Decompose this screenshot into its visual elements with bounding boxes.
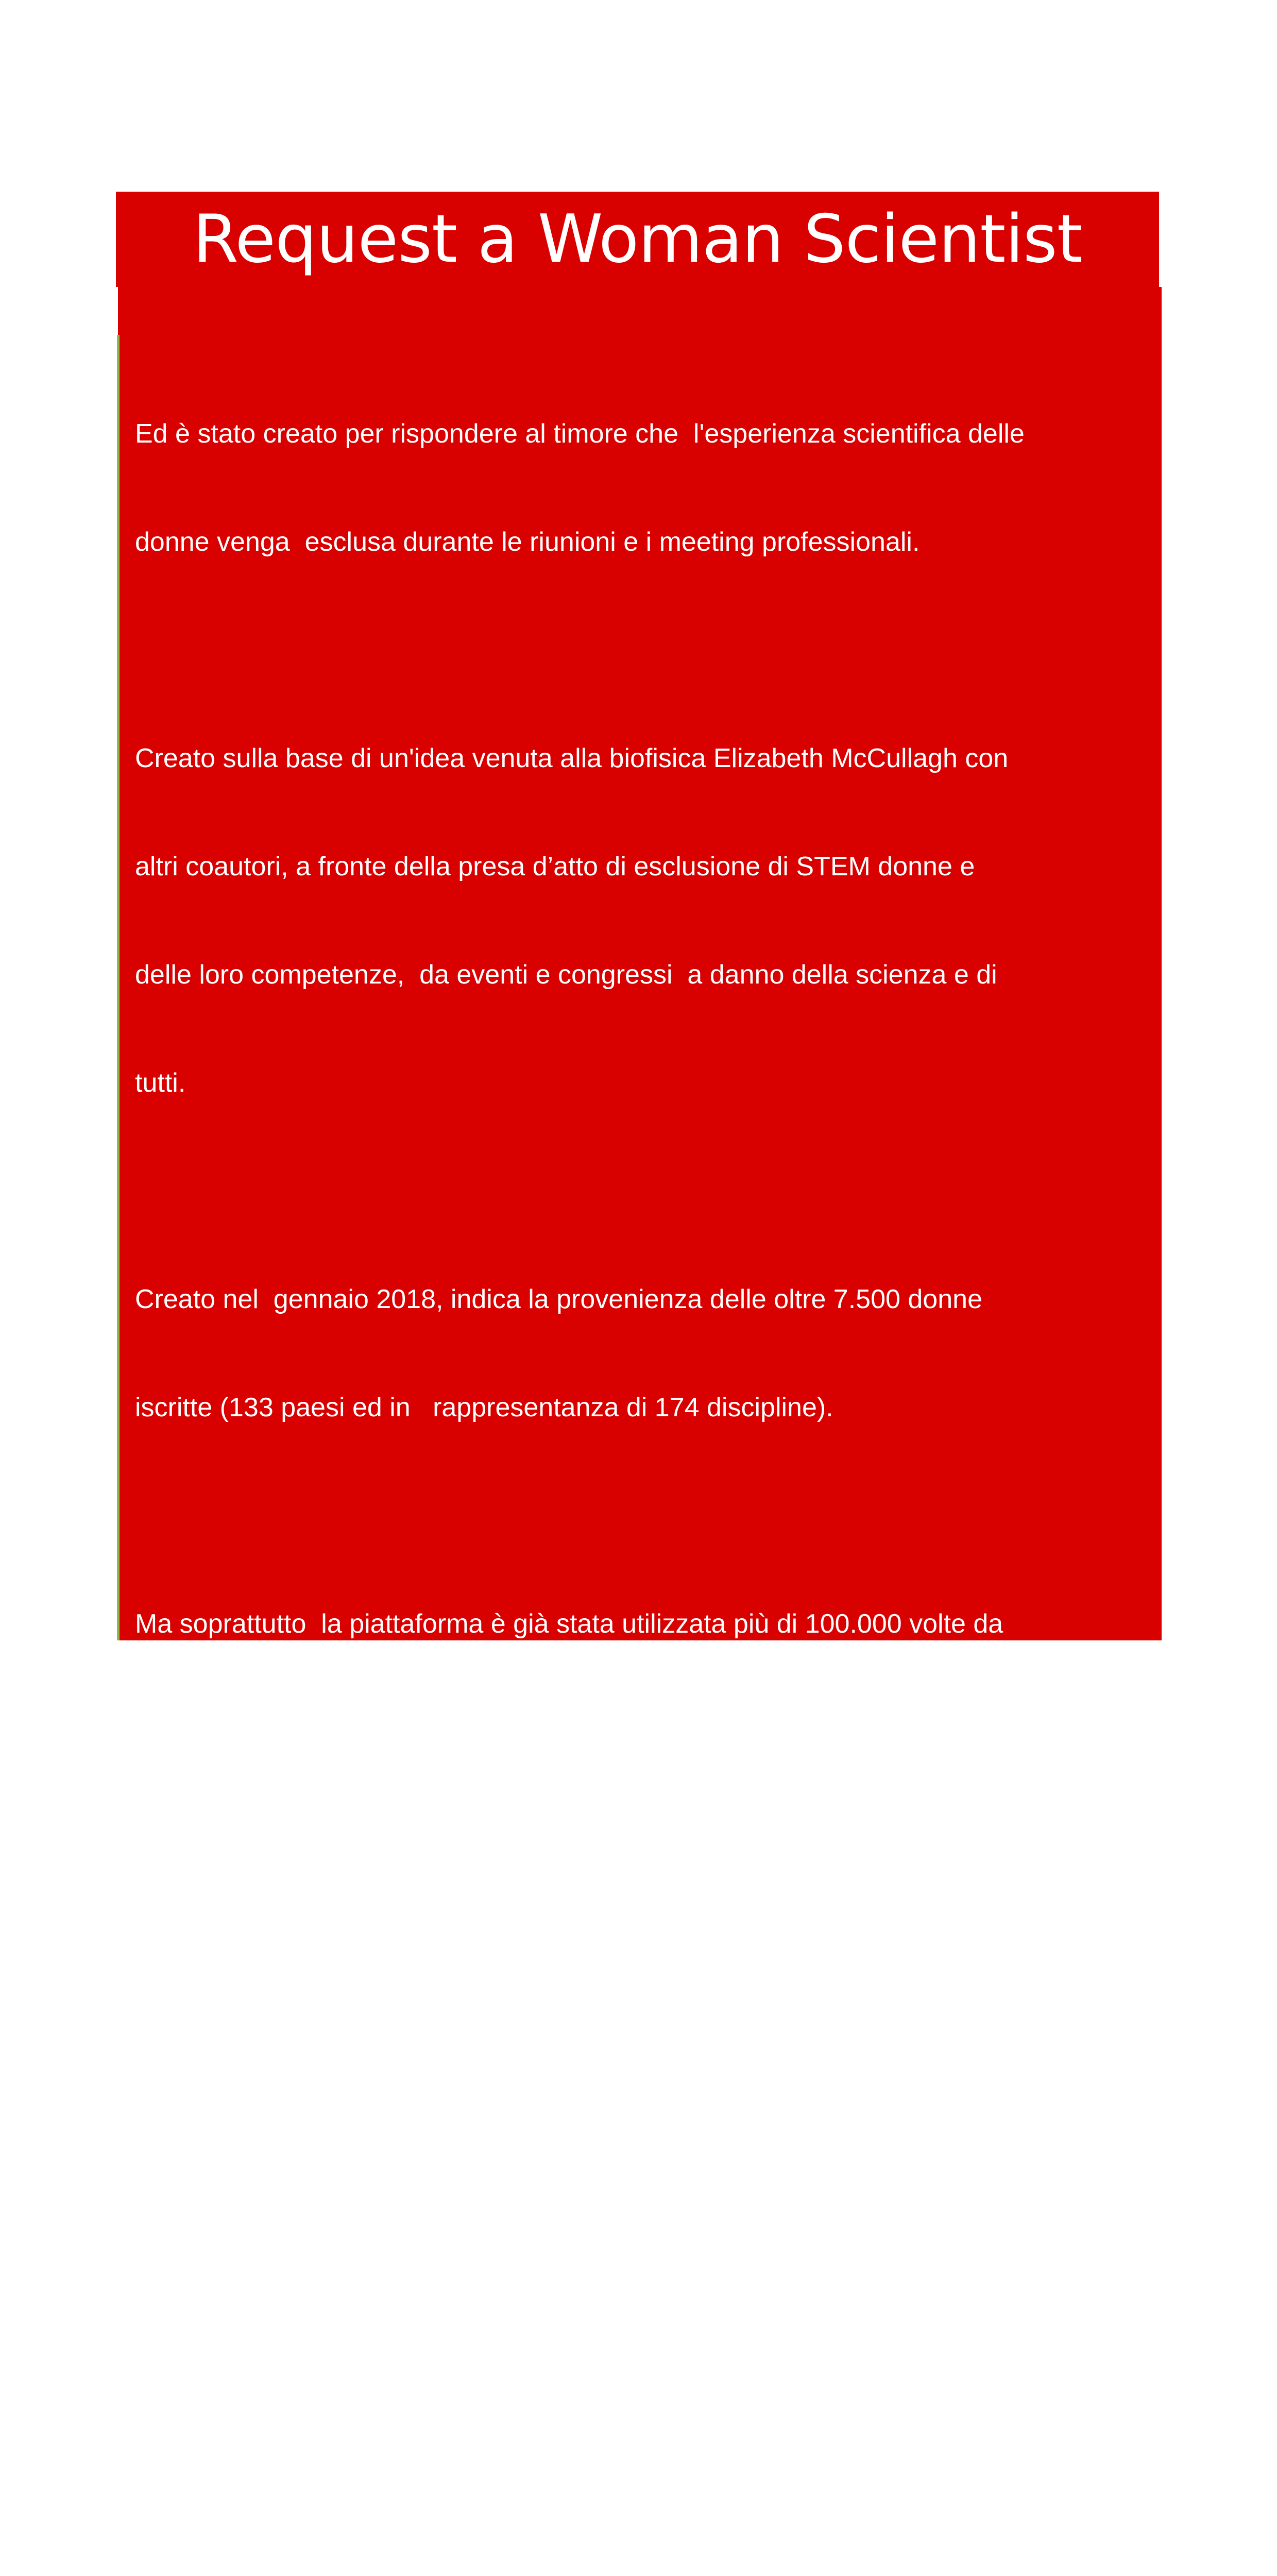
paragraph-4 (135, 1534, 1157, 1822)
text-line: Ed è stato creato per rispondere al timore che l'esperienza scientifica delle (135, 419, 1025, 449)
paragraph-3 (135, 1209, 1157, 1498)
text-line: donne venga esclusa durante le riunioni e i meeting professionali. (135, 527, 920, 557)
text-line: cultura femminista della rivendicazione dei saperi, dei talenti e (135, 2475, 871, 2504)
page-title: Request a Woman Scientist (193, 200, 1082, 278)
text-line: impegnate nelle scienze e nelle tecnologie da parte dell’ONU: ricorrenza (135, 2042, 1000, 2072)
text-line: Il giorno 11 febbraio è la data dedicata alle donne ed alle ragazze (135, 1934, 909, 1963)
paragraph-1 (135, 344, 1157, 632)
text-line: Creato nel gennaio 2018, indica la provenienza delle oltre 7.500 donne (135, 1284, 982, 1314)
title-banner (116, 192, 1159, 287)
text-line: altri coautori, a fronte della presa d’atto di esclusione di STEM donne e (135, 852, 975, 882)
text-line: quasi dimenticata dalla opinione pubblica. (135, 2150, 631, 2180)
text-line: Ma soprattutto la piattaforma è già stata utilizzata più di 100.000 volte da (135, 1609, 1003, 1639)
text-line: Creato sulla base di un'idea venuta alla biofisica Elizabeth McCullagh con (135, 743, 1009, 773)
text-line: delle loro competenze, da eventi e congressi a danno della scienza e di (135, 960, 997, 990)
panel-accent-line (117, 335, 120, 1640)
paragraph-5 (135, 1858, 1157, 2255)
text-line: tutti. (135, 1068, 186, 1098)
text-line: Ma la UIL la ricorda perché in questa organizzazione sta passando la (135, 2366, 962, 2396)
text-line: giornalisti, organizzatori di conferenze, insegnanti scolastici e altri scienziati. (135, 1717, 1036, 1747)
article-body (135, 344, 1157, 2576)
text-line: iscritte (133 paesi ed in rappresentanza di 174 discipline). (135, 1393, 833, 1422)
paragraph-6 (135, 2291, 1157, 2576)
paragraph-2 (135, 668, 1157, 1173)
